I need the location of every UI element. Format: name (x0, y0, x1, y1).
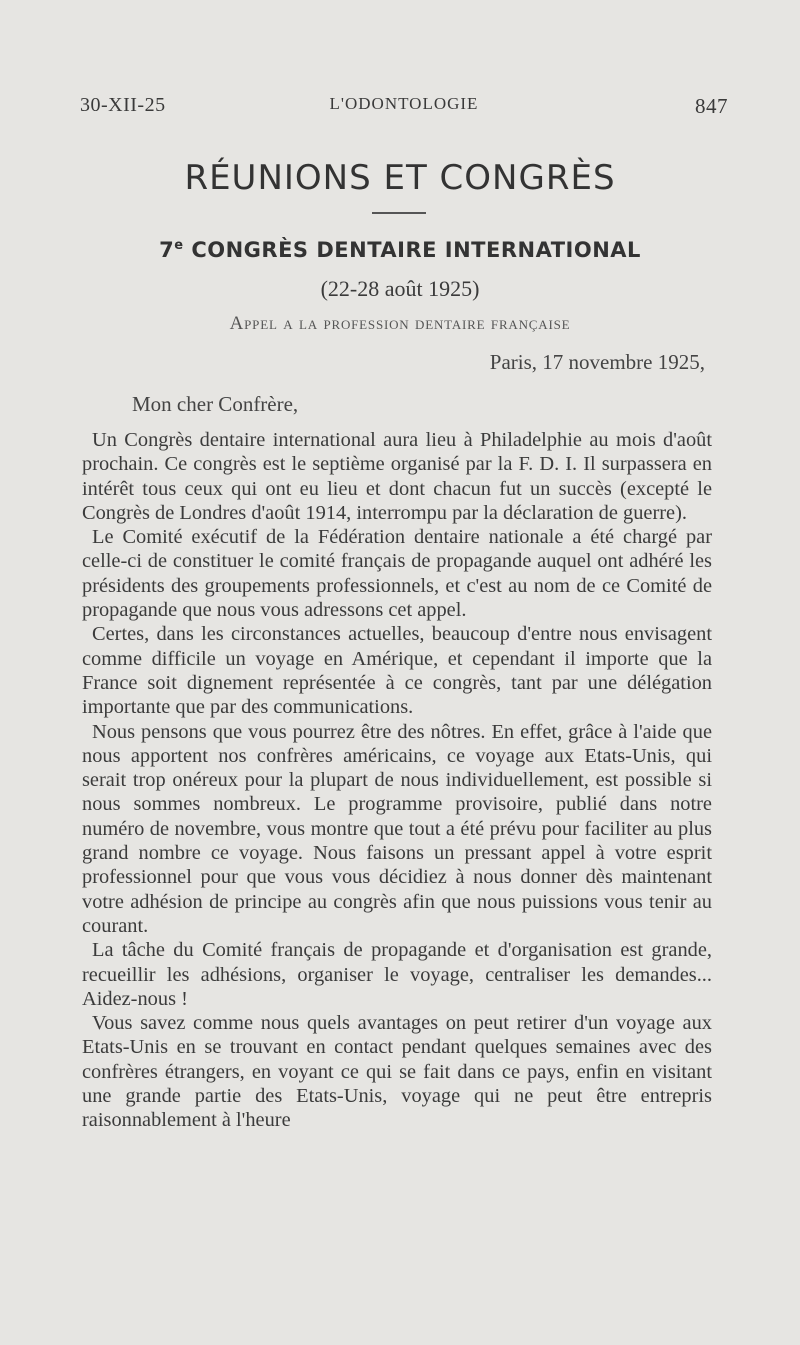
title-divider (372, 212, 426, 214)
header-page-number: 847 (695, 94, 728, 118)
article-title-ordinal: 7 (159, 238, 175, 262)
article-title (0, 238, 800, 262)
letter-dateline: Paris, 17 novembre 1925, (489, 350, 705, 374)
letter-salutation: Mon cher Confrère, (132, 392, 299, 416)
body-paragraph: Certes, dans les circonstances actuelles, beaucoup d'entre nous envisagent comme difficile un voyage en Amérique, et cependant il importe que la France soit dignement représentée à ce congrès, tant par une délégation importante que par des communications. (82, 623, 712, 719)
letter-body (82, 428, 712, 1133)
running-header (80, 94, 728, 122)
body-paragraph: Nous pensons que vous pourrez être des nôtres. En effet, grâce à l'aide que nous apportent nos confrères américains, ce voyage aux Etats-Unis, qui serait trop onéreux pour la plupart de nous individuellement, est possible si nous sommes nombreux. Le programme provisoire, publié dans notre numéro de novembre, vous montre que tout a été prévu pour faciliter au plus grand nombre ce voyage. Nous faisons un pressant appel à votre esprit professionnel pour que vous vous décidiez à nous donner dès maintenant votre adhésion de principe au congrès afin que nous puissions vous tenir au courant. (82, 720, 712, 937)
appeal-heading: Appel a la profession dentaire française (229, 313, 571, 334)
body-paragraph: Le Comité exécutif de la Fédération dentaire nationale a été chargé par celle-ci de constituer le comité français de propagande auquel ont adhéré les présidents des groupements professionnels, et c'est au nom de ce Comité de propagande que nous vous adressons cet appel. (82, 526, 712, 622)
congress-dates: (22-28 août 1925) (320, 276, 480, 301)
body-paragraph: La tâche du Comité français de propagande et d'organisation est grande, recueillir les adhésions, organiser le voyage, centraliser les demandes... Aidez-nous ! (82, 939, 712, 1010)
header-journal-title: L'ODONTOLOGIE (329, 94, 479, 113)
header-date: 30-XII-25 (80, 94, 166, 116)
body-paragraph: Un Congrès dentaire international aura lieu à Philadelphie au mois d'août prochain. Ce congrès est le septième organisé par la F. D. I. Il surpassera en intérêt tous ceux qui ont eu lieu et dont chacun fut un succès (excepté le Congrès de Londres d'août 1914, interrompu par la déclaration de guerre). (82, 429, 712, 524)
article-title-ordinal-suffix: e (174, 238, 184, 253)
section-title: RÉUNIONS ET CONGRÈS (184, 158, 616, 198)
body-paragraph: Vous savez comme nous quels avantages on peut retirer d'un voyage aux Etats-Unis en se trouvant en contact pendant quelques semaines avec des confrères étrangers, en voyant ce qui se fait dans ce pays, enfin en visitant une grande partie des Etats-Unis, voyage qui ne peut être entrepris raisonnablement à l'heure (82, 1012, 712, 1132)
article-title-text: CONGRÈS DENTAIRE INTERNATIONAL (183, 238, 641, 262)
